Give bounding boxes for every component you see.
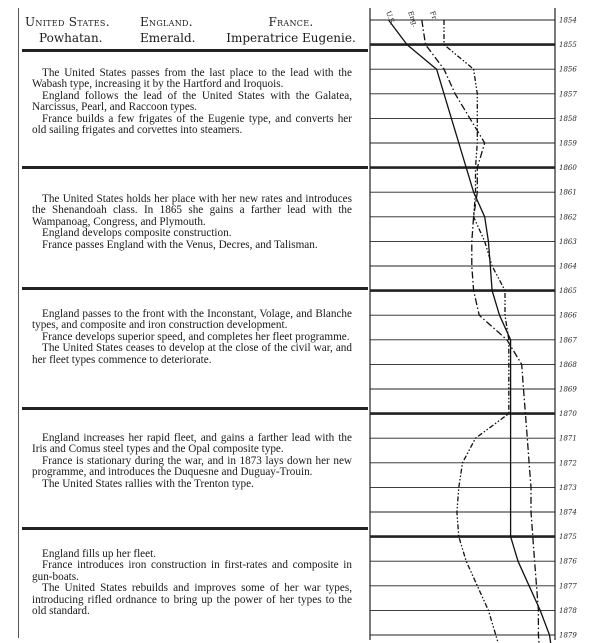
header-us-country: United States. xyxy=(25,15,110,29)
year-label-1858: 1858 xyxy=(559,114,577,123)
year-label-1867: 1867 xyxy=(559,336,577,345)
year-label-1879: 1879 xyxy=(559,631,577,640)
year-label-1861: 1861 xyxy=(559,188,577,197)
legend-label-eng: Eng. xyxy=(406,9,420,29)
header-fr-ship: Imperatrice Eugenie. xyxy=(226,31,356,45)
year-label-1865: 1865 xyxy=(559,287,577,296)
year-label-1876: 1876 xyxy=(559,557,577,566)
para-1: England passes to the front with the Inconstant, Volage, and Blanche types, and composite and iron construction development. xyxy=(32,308,352,332)
series-line-us xyxy=(389,20,554,643)
year-label-1857: 1857 xyxy=(559,90,577,99)
year-label-1859: 1859 xyxy=(559,139,577,148)
para-3: France passes England with the Venus, Decres, and Talisman. xyxy=(42,238,318,251)
para-3: France builds a few frigates of the Eugenie type, and converts her old sailing frigates and corvettes into steamers. xyxy=(32,112,352,137)
year-label-1854: 1854 xyxy=(559,16,577,25)
series-line-fr xyxy=(444,20,509,643)
chart-series xyxy=(389,20,554,643)
year-label-1871: 1871 xyxy=(559,434,577,443)
para-1: England fills up her fleet. xyxy=(42,548,157,560)
year-label-1868: 1868 xyxy=(559,360,577,369)
year-label-1878: 1878 xyxy=(559,606,577,615)
year-label-1873: 1873 xyxy=(559,483,577,492)
year-label-1874: 1874 xyxy=(559,508,577,517)
series-line-eng xyxy=(422,20,540,643)
para-2: France introduces iron construction in first-rates and composite in gun-boats. xyxy=(32,559,352,583)
header-us-ship: Powhatan. xyxy=(39,31,103,45)
year-label-1863: 1863 xyxy=(559,237,577,246)
year-label-1872: 1872 xyxy=(559,459,577,468)
para-1: The United States holds her place with her new rates and introduces the Shenandoah class. In 1865 she gains a farther lead with the Wampanoag, Congress, and Plymouth. xyxy=(32,193,352,228)
para-1: The United States passes from the last place to the lead with the Wabash type, increasing it by the Hartford and Iroquois. xyxy=(32,67,352,91)
year-label-1866: 1866 xyxy=(559,311,577,320)
header-en-ship: Emerald. xyxy=(140,31,196,45)
legend-label-fr: Fr. xyxy=(428,9,439,22)
year-label-1877: 1877 xyxy=(559,582,577,591)
header-fr-country: France. xyxy=(268,15,314,29)
year-label-1855: 1855 xyxy=(559,41,577,50)
para-2: England develops composite construction. xyxy=(42,227,232,240)
header-en-country: England. xyxy=(140,15,193,29)
para-3: The United States rebuilds and improves some of her war types, introducing rifled ordnance to bring up the power of her types to the old standard. xyxy=(32,582,352,618)
year-label-1860: 1860 xyxy=(559,164,577,173)
legend-label-us: U.S. xyxy=(384,9,397,27)
year-label-1870: 1870 xyxy=(559,410,577,419)
para-2: France is stationary during the war, and in 1873 lays down her new programme, and introduces the Duquesne and Duguay-Trouin. xyxy=(32,454,352,479)
para-3: The United States rallies with the Trenton type. xyxy=(42,477,254,490)
year-label-1862: 1862 xyxy=(559,213,577,222)
para-2: England follows the lead of the United States with the Galatea, Narcissus, Pearl, and Raccoon types. xyxy=(32,89,352,114)
chart-grid xyxy=(370,8,555,643)
chart-year-labels xyxy=(559,17,577,643)
year-label-1875: 1875 xyxy=(559,533,577,542)
para-3: The United States ceases to develop at the close of the civil war, and her fleet types commence to deteriorate. xyxy=(32,342,352,366)
year-label-1856: 1856 xyxy=(559,65,577,74)
year-label-1869: 1869 xyxy=(559,385,577,394)
para-2: France develops superior speed, and completes her fleet programme. xyxy=(42,330,350,343)
year-label-1864: 1864 xyxy=(559,262,577,271)
para-1: England increases her rapid fleet, and gains a farther lead with the Iris and Comus steel types and the Opal composite type. xyxy=(32,432,352,456)
